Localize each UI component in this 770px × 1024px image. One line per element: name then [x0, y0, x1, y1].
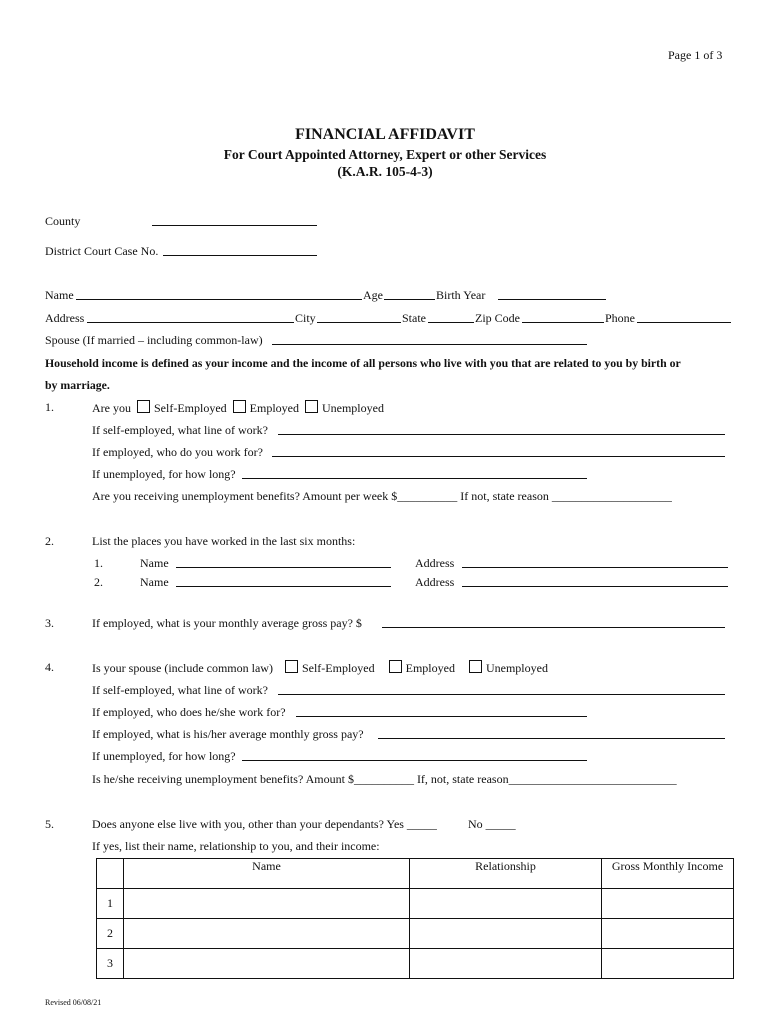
q4-unemployed-label: Unemployed: [485, 661, 548, 675]
county-field[interactable]: [152, 214, 317, 226]
phone-label: Phone: [605, 311, 635, 325]
q1-employed-label: Employed: [249, 401, 299, 415]
q1-benefits-line: Are you receiving unemployment benefits? Amount per week $__________ If not, state reason ____________________: [92, 489, 672, 503]
table-row-number: 3: [97, 949, 124, 979]
city-field[interactable]: [317, 311, 401, 323]
q2-row-2-name-field[interactable]: [176, 575, 391, 587]
table-header-income: Gross Monthly Income: [602, 859, 734, 889]
table-cell-name[interactable]: [124, 919, 410, 949]
q1-line-of-work-label: If self-employed, what line of work?: [92, 423, 268, 437]
table-row: [97, 919, 734, 949]
q2-row-1-number: 1.: [94, 556, 103, 570]
table-cell-name[interactable]: [124, 949, 410, 979]
table-row-number: 2: [97, 919, 124, 949]
q4-employed-checkbox[interactable]: [389, 660, 402, 673]
form-subtitle: For Court Appointed Attorney, Expert or other Services: [223, 147, 547, 162]
q2-number: 2.: [45, 534, 54, 548]
table-cell-income[interactable]: [602, 919, 734, 949]
zip-field[interactable]: [522, 311, 604, 323]
q1-employed-checkbox[interactable]: [233, 400, 246, 413]
form-title: FINANCIAL AFFIDAVIT: [295, 126, 475, 143]
address-label: Address: [45, 311, 85, 325]
spouse-field[interactable]: [272, 333, 587, 345]
table-header-number: [97, 859, 124, 889]
table-cell-relationship[interactable]: [410, 949, 602, 979]
county-label: County: [45, 214, 81, 228]
q1-employer-label: If employed, who do you work for?: [92, 445, 263, 459]
table-cell-income[interactable]: [602, 889, 734, 919]
q4-prompt: Is your spouse (include common law): [92, 661, 273, 675]
q2-row-2-address-field[interactable]: [462, 575, 728, 587]
q4-employer-label: If employed, who does he/she work for?: [92, 705, 286, 719]
name-field[interactable]: [76, 288, 362, 300]
q5-no-option: No _____: [468, 817, 516, 831]
q2-row-1-name-field[interactable]: [176, 556, 391, 568]
q5-number: 5.: [45, 817, 54, 831]
table-header-row: [97, 859, 734, 889]
q2-row-2-address-label: Address: [415, 575, 455, 589]
q1-unemployed-checkbox[interactable]: [305, 400, 318, 413]
table-header-name: Name: [124, 859, 410, 889]
household-note-line-2: by marriage.: [45, 378, 110, 392]
q1-how-long-label: If unemployed, for how long?: [92, 467, 236, 481]
household-note-line-1: Household income is defined as your income and the income of all persons who live with you that are related to you by birth or: [45, 356, 681, 370]
q1-self-employed-checkbox[interactable]: [137, 400, 150, 413]
q1-how-long-field[interactable]: [242, 467, 587, 479]
q1-self-employed-label: Self-Employed: [154, 401, 227, 415]
table-cell-relationship[interactable]: [410, 919, 602, 949]
revision-date: Revised 06/08/21: [45, 998, 102, 1007]
q4-benefits-line: Is he/she receiving unemployment benefits? Amount $__________ If, not, state reason____________________________: [92, 772, 677, 786]
q1-line-of-work-field[interactable]: [278, 423, 725, 435]
state-label: State: [402, 311, 426, 325]
q2-row-1-address-label: Address: [415, 556, 455, 570]
q3-number: 3.: [45, 616, 54, 630]
birth-year-label: Birth Year: [436, 288, 486, 302]
q1-prompt: Are you: [92, 401, 131, 415]
q4-unemployed-checkbox[interactable]: [469, 660, 482, 673]
q4-line-of-work-label: If self-employed, what line of work?: [92, 683, 268, 697]
page-number: Page 1 of 3: [668, 48, 723, 62]
q4-gross-pay-field[interactable]: [378, 727, 725, 739]
q4-how-long-field[interactable]: [242, 749, 587, 761]
q4-employer-field[interactable]: [296, 705, 587, 717]
state-field[interactable]: [428, 311, 474, 323]
q2-prompt: List the places you have worked in the last six months:: [92, 534, 356, 548]
case-no-field[interactable]: [163, 244, 317, 256]
q1-employer-field[interactable]: [272, 445, 725, 457]
q4-self-employed-label: Self-Employed: [301, 661, 375, 675]
table-row: [97, 949, 734, 979]
zip-label: Zip Code: [475, 311, 520, 325]
table-row: [97, 889, 734, 919]
regulation-ref: (K.A.R. 105-4-3): [337, 164, 433, 179]
spouse-label: Spouse (If married – including common-law): [45, 333, 263, 347]
household-members-table: [96, 858, 734, 979]
q4-gross-pay-label: If employed, what is his/her average monthly gross pay?: [92, 727, 364, 741]
q4-employed-label: Employed: [405, 661, 455, 675]
q4-line-of-work-field[interactable]: [278, 683, 725, 695]
q5-prompt: Does anyone else live with you, other than your dependants? Yes _____: [92, 817, 437, 831]
q5-list-instruction: If yes, list their name, relationship to you, and their income:: [92, 839, 380, 853]
q4-employment-row: [92, 660, 548, 676]
q4-self-employed-checkbox[interactable]: [285, 660, 298, 673]
name-label: Name: [45, 288, 74, 302]
q2-row-1-name-label: Name: [140, 556, 169, 570]
q1-unemployed-label: Unemployed: [321, 401, 384, 415]
age-label: Age: [363, 288, 383, 302]
table-cell-relationship[interactable]: [410, 889, 602, 919]
q3-gross-pay-field[interactable]: [382, 616, 725, 628]
q3-prompt: If employed, what is your monthly average gross pay? $: [92, 616, 362, 630]
q2-row-1-address-field[interactable]: [462, 556, 728, 568]
q1-number: 1.: [45, 400, 54, 414]
q4-number: 4.: [45, 660, 54, 674]
birth-year-field[interactable]: [498, 288, 606, 300]
table-cell-name[interactable]: [124, 889, 410, 919]
q2-row-2-name-label: Name: [140, 575, 169, 589]
q2-row-2-number: 2.: [94, 575, 103, 589]
table-header-relationship: Relationship: [410, 859, 602, 889]
city-label: City: [295, 311, 316, 325]
table-cell-income[interactable]: [602, 949, 734, 979]
q4-how-long-label: If unemployed, for how long?: [92, 749, 236, 763]
case-no-label: District Court Case No.: [45, 244, 159, 258]
phone-field[interactable]: [637, 311, 731, 323]
address-field[interactable]: [87, 311, 294, 323]
q1-employment-row: [92, 400, 384, 416]
table-row-number: 1: [97, 889, 124, 919]
age-field[interactable]: [384, 288, 435, 300]
